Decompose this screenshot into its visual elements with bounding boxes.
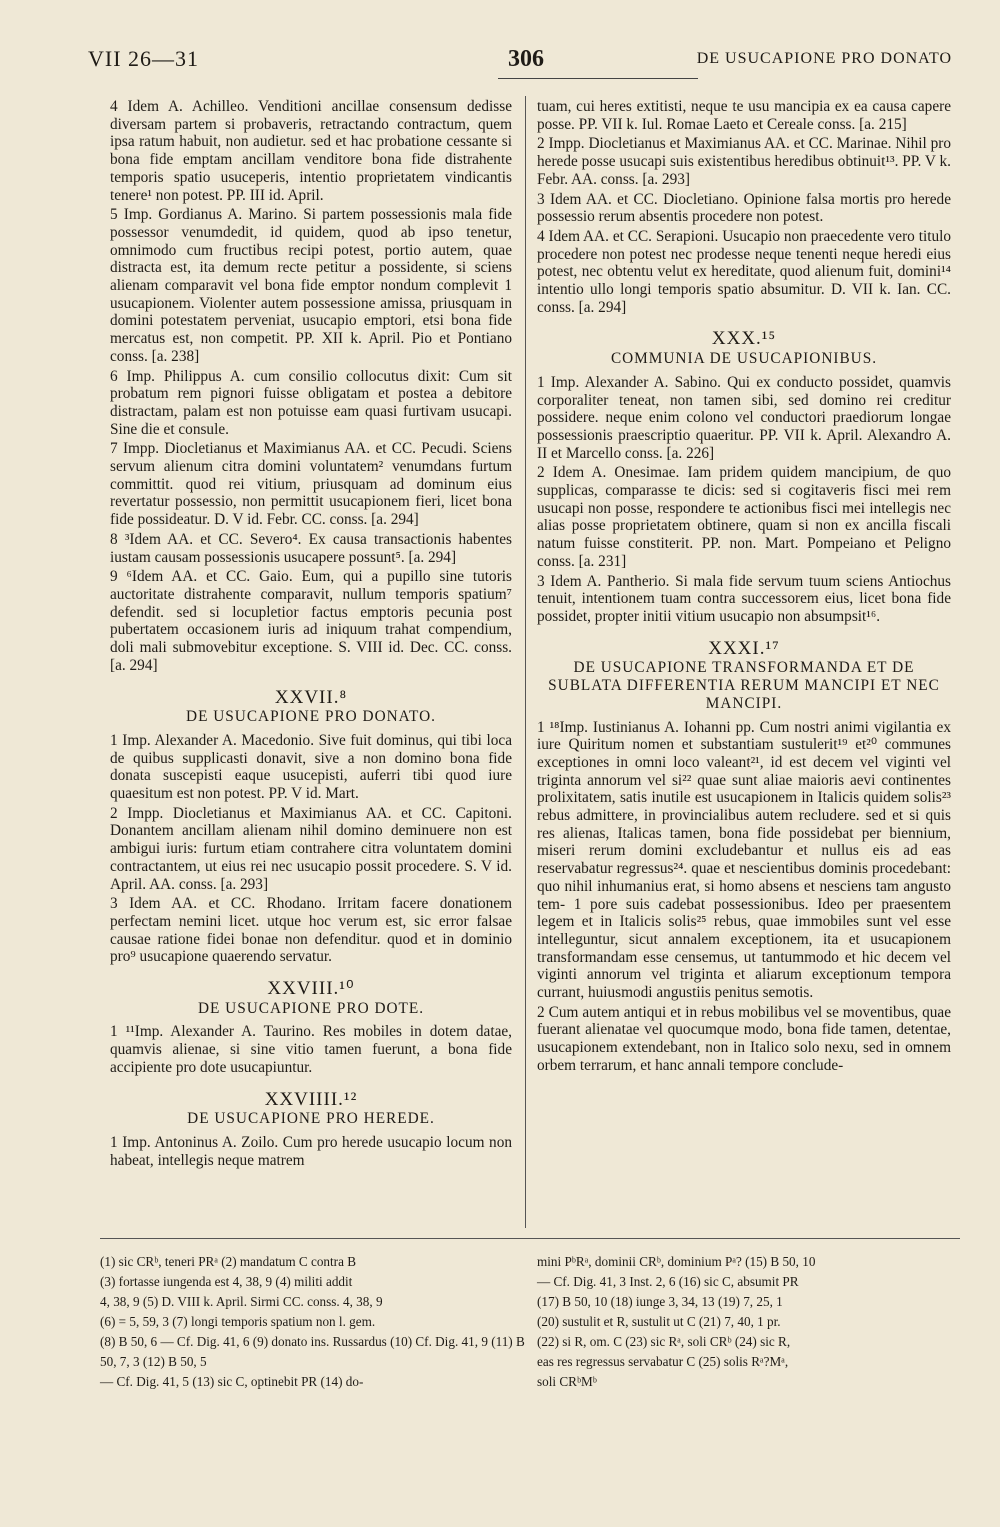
title-subheading: DE USUCAPIONE PRO DOTE. bbox=[197, 999, 425, 1017]
title-subheading: COMMUNIA DE USUCAPIONIBUS. bbox=[610, 350, 878, 368]
column-divider bbox=[525, 96, 526, 1228]
footnote-line: (8) B 50, 6 — Cf. Dig. 41, 6 (9) donato ins. Russardus (10) Cf. Dig. 41, 9 (11) B 50, 7, 3 (12) B 50, 5 bbox=[100, 1334, 525, 1369]
paragraph: 2 Impp. Diocletianus et Maximianus AA. et CC. Marinae. Nihil pro herede posse usucapi suis existentibus heredibus obtinuit¹³. PP. V k. Febr. AA. conss. [a. 293] bbox=[537, 135, 951, 188]
title-heading: XXVIII.¹⁰ bbox=[267, 978, 355, 1000]
paragraph: 3 Idem A. Pantherio. Si mala fide servum tuum sciens Antiochus tenuit, intentionem tuam contra successorem eius, licet bona fide possidet, propter initii vitium usucapio non absumpsit¹⁶. bbox=[537, 572, 951, 625]
paragraph: 7 Impp. Diocletianus et Maximianus AA. et CC. Pecudi. Sciens servum alienum citra domini voluntatem² venumdans furtum committit. quod rei vitium, priusquam ad dominum eius revertatur possessio, non permittit usucapionem fieri, licet bona fide possideatur. D. V id. Febr. CC. conss. [a. 294] bbox=[110, 440, 512, 529]
footnote-line: mini PᵇRᵃ, dominii CRᵇ, dominium Pᵃ? (15) B 50, 10 bbox=[537, 1254, 816, 1269]
right-column bbox=[537, 98, 951, 1077]
footnote-line: (1) sic CRᵇ, teneri PRᵃ (2) mandatum C contra B bbox=[100, 1254, 357, 1269]
paragraph: 2 Impp. Diocletianus et Maximianus AA. et CC. Capitoni. Donantem ancillam alienam nihil domino deminuere non est ambigui iuris: furtum etiam contrahere citra voluntatem domini contractantem, ut eius rei nec usucapio possit procedere. S. V id. April. AA. conss. [a. 293] bbox=[110, 804, 512, 893]
paragraph: 2 Cum autem antiqui et in rebus mobilibus vel se moventibus, quae fuerant alienatae vel quocumque modo, bona fide tamen, detentae, usucapionem extendebant, non in Italico solo nexu, sed in omnem orbem terrarum, et hanc annali tempore conclude- bbox=[537, 1003, 951, 1074]
footnote-line: (17) B 50, 10 (18) iunge 3, 34, 13 (19) 7, 25, 1 bbox=[537, 1294, 783, 1309]
left-column bbox=[110, 98, 512, 1171]
footnote-line: eas res regressus servabatur C (25) solis Rᵃ?Mᵃ, bbox=[537, 1354, 789, 1369]
title-subheading: DE USUCAPIONE TRANSFORMANDA ET DE SUBLATA DIFFERENTIA RERUM MANCIPI ET NEC MANCIPI. bbox=[548, 659, 940, 712]
footnote-line: 4, 38, 9 (5) D. VIII k. April. Sirmi CC. conss. 4, 38, 9 bbox=[100, 1294, 383, 1309]
paragraph: 3 Idem AA. et CC. Rhodano. Irritam facere donationem perfectam nemini licet. utque hoc verum est, sic error falsae causae ratione fidei bonae non defenditur. quod et in dominio pro⁹ usucapione quaerendo servatur. bbox=[110, 895, 512, 966]
title-heading: XXX.¹⁵ bbox=[711, 328, 777, 350]
paragraph: 4 Idem AA. et CC. Serapioni. Usucapio non praecedente vero titulo procedere non potest nec prodesse neque tenenti neque heredi eius potest, nec obtentu velut ex hereditate, quod alienum fuit, domini¹⁴ intentio ullo longi temporis spatio absumitur. D. VII k. Ian. CC. conss. [a. 294] bbox=[537, 227, 951, 316]
footnote-line: (20) sustulit et R, sustulit ut C (21) 7, 40, 1 pr. bbox=[537, 1314, 781, 1329]
footnote-line: — Cf. Dig. 41, 5 (13) sic C, optinebit PR (14) do- bbox=[100, 1374, 364, 1389]
paragraph: 4 Idem A. Achilleo. Venditioni ancillae consensum dedisse diversam partem si probaveris, retractando contractum, quem ipsa ratum habuit, non audietur. sed et hac probatione cessante si bona fide emptam ancillam venditore bona fide distrahente temporis spatio usuceperis, intentio proprietatem vindicantis tenere¹ non potest. PP. III id. April. bbox=[110, 98, 512, 204]
footnote-rule bbox=[100, 1238, 960, 1239]
title-subheading: DE USUCAPIONE PRO HEREDE. bbox=[187, 1110, 435, 1128]
title-heading: XXXI.¹⁷ bbox=[708, 637, 780, 659]
title-heading: XXVII.⁸ bbox=[274, 686, 348, 708]
footnote-line: (22) si R, om. C (23) sic Rᵃ, soli CRᵇ (24) sic R, bbox=[537, 1334, 791, 1349]
paragraph: 1 ¹⁸Imp. Iustinianus A. Iohanni pp. Cum nostri animi vigilantia ex iure Quiritum nomen et substantiam sustulerit¹⁹ et²⁰ communes exceptiones in omni loco valeant²¹, id est decem vel viginti vel triginta annorum vel si²² quae sunt aliae maioris aevi continentes prolixitatem, satis inutile est usucapionem in Italicis quidem solis²³ rebus admittere, in provincialibus autem recludere. sed et si quis res alienas, Italicas tamen, bona fide possidebat per biennium, miseri rerum domini excludebantur et nullus eis ad eas reservabatur regressus²⁴. quae et nescientibus dominis procedebant: quo nihil inhumanius erat, si homo absens et nesciens tam angusto tem- 1 pore suis cadebat possessionibus. Ideo per praesentem legem et in Italicis solis²⁵ rebus, quae immobiles sunt vel esse intelleguntur, sicut annalem exceptionem, ita et usucapionem transformandam esse censemus, ut tantummodo et hic decem vel viginti annorum vel triginta et aliarum exceptionum tempora currant, huiusmodi angustiis penitus semotis. bbox=[537, 718, 951, 1002]
paragraph: tuam, cui heres extitisti, neque te usu mancipia ex ea causa capere posse. PP. VII k. Iul. Romae Laeto et Cereale conss. [a. 215] bbox=[537, 98, 951, 133]
footnotes-left bbox=[100, 1252, 525, 1392]
paragraph: 8 ³Idem AA. et CC. Severo⁴. Ex causa transactionis habentes iustam causam possessionis usucapere possunt⁵. [a. 294] bbox=[110, 530, 512, 566]
paragraph: 1 ¹¹Imp. Alexander A. Taurino. Res mobiles in dotem datae, quamvis alienae, si sine vitio tamen fuerunt, a bona fide accipiente pro dote usucapiuntur. bbox=[110, 1023, 512, 1076]
title-subheading: DE USUCAPIONE PRO DONATO. bbox=[186, 708, 436, 726]
chapter-reference: VII 26—31 bbox=[88, 46, 200, 71]
paragraph: 6 Imp. Philippus A. cum consilio collocutus dixit: Cum sit probatum rem pignori fuisse obligatam et postea a debitore distractam, palam est non potuisse eam quasi furtivam usucapi. Sine die et consule. bbox=[110, 367, 512, 438]
page-number: 306 bbox=[508, 46, 544, 72]
header-rule bbox=[498, 78, 698, 79]
paragraph: 1 Imp. Antoninus A. Zoilo. Cum pro herede usucapio locum non habeat, intellegis neque matrem bbox=[110, 1133, 512, 1169]
running-header bbox=[88, 46, 952, 86]
paragraph: 1 Imp. Alexander A. Sabino. Qui ex conducto possidet, quamvis corporaliter teneat, non tamen sibi, sed domino rei creditur possidere. neque enim colono vel conductori praediorum longae possessionis praescriptio quaeritur. PP. VII k. April. Alexandro A. II et Marcello conss. [a. 226] bbox=[537, 373, 951, 462]
footnote-line: (3) fortasse iungenda est 4, 38, 9 (4) militi addit bbox=[100, 1274, 353, 1289]
footnote-line: — Cf. Dig. 41, 3 Inst. 2, 6 (16) sic C, absumit PR bbox=[537, 1274, 799, 1289]
paragraph: 9 ⁶Idem AA. et CC. Gaio. Eum, qui a pupillo sine tutoris auctoritate distrahente comparavit, nullum temporis spatium⁷ defendit. sed si locupletior factus emptoris pecunia post pubertatem occasionem iuris ad iniquum trahat compendium, doli mali submovebitur exceptione. S. VIII id. Dec. CC. conss. [a. 294] bbox=[110, 568, 512, 674]
paragraph: 1 Imp. Alexander A. Macedonio. Sive fuit dominus, qui tibi loca de quibus supplicasti donavit, sive a non domino bona fide donata suscepisti eaque usucepisti, auferri tibi quod iure quaesitum est non potest. PP. V id. Mart. bbox=[110, 731, 512, 803]
footnotes-right bbox=[537, 1252, 957, 1392]
footnote-line: soli CRᵇMᵇ bbox=[537, 1374, 597, 1389]
paragraph: 2 Idem A. Onesimae. Iam pridem quidem mancipium, de quo supplicas, comparasse te dicis: sed si cogitaveris fisci mei rem usucapi non posse, respondere te actionibus fisci mei intellegis nec alias posse proprietatem obtinere, quam si non ex ancilla fiscali natum fuisse constiterit. PP. non. Mart. Pompeiano et Peligno conss. [a. 231] bbox=[537, 464, 951, 570]
paragraph: 3 Idem AA. et CC. Diocletiano. Opinione falsa mortis pro herede possessio rerum absentis procedere non potest. bbox=[537, 190, 951, 226]
footnote-line: (6) = 5, 59, 3 (7) longi temporis spatium non l. gem. bbox=[100, 1314, 376, 1329]
title-heading: XXVIIII.¹² bbox=[264, 1088, 358, 1110]
paragraph: 5 Imp. Gordianus A. Marino. Si partem possessionis mala fide possessor venumdedit, id quidem, quod ab ipso tenetur, omnimodo cum fructibus recipi potest, portio autem, quae distracta est, ita demum recte petitur a possidente, si sciens alienam comparavit vel bona fide emptor nondum complevit 1 usucapionem. Violenter autem possessione amissa, priusquam in domini potestatem perveniat, usucapio emptori, etsi bona fide mercatus est, non competit. PP. XII k. April. Pio et Pontiano conss. [a. 238] bbox=[110, 206, 512, 365]
running-title: DE USUCAPIONE PRO DONATO bbox=[696, 50, 952, 67]
